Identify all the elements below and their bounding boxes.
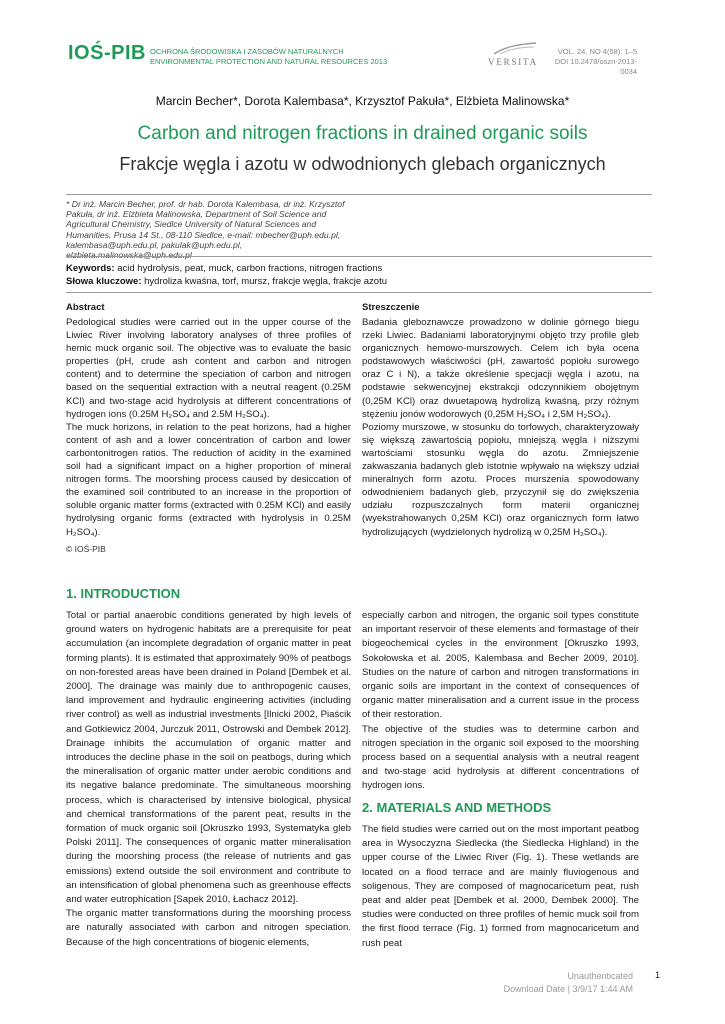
abstract-paragraph: The muck horizons, in relation to the peat horizons, had a higher content of ash and a lower concentration of carbon and lower carbontonitrogen ratios. The reduction of acidity in the examined soil had a significant impact on a higher proportion of mineral nitrogen forms. The moorshing process caused by desiccation of the examined soil contributed to an increase in the proportion of soluble organic matter forms (extracted with 0.25M KCl) and easily hydrolysing organic forms (extracted with hydrolysis in 0.25M H₂SO₄).	[66, 421, 351, 538]
introduction-left-column	[66, 609, 351, 950]
keywords-pl	[66, 275, 666, 288]
journal-name-en: ENVIRONMENTAL PROTECTION AND NATURAL RESOURCES 2013	[150, 57, 388, 66]
streszczenie	[362, 302, 639, 539]
volume-number: VOL. 24, NO 4(58): 1–5	[557, 47, 637, 56]
keywords-pl-label: Słowa kluczowe:	[66, 276, 142, 287]
authors: Marcin Becher*, Dorota Kalembasa*, Krzysztof Pakuła*, Elżbieta Malinowska*	[155, 94, 570, 108]
page-number: 1	[655, 970, 661, 980]
journal-logo: IOŚ-PIB	[68, 42, 146, 64]
keywords-label: Keywords:	[66, 263, 115, 274]
publisher-swoosh-icon	[492, 42, 538, 56]
streszczenie-paragraph: Poziomy murszowe, w stosunku do torfowych, charakteryzowały się większą zawartością popiołu, mniejszą węgla i niższymi wartościami stosunku węgla do azotu. Zmniejszenie zakwaszania badanych gleb istotnie wpływało na większy udział mineralnych form azotu. Proces murszenia spowodowany odwodnieniem badanych gleb, przyczynił się do zwiększenia udziału rozpuszczalnych form materii organicznej (wyekstrahowanych 0,25M KCl) oraz organicznych form łatwo hydrolizujących (wydzielonych hydrolizą w 0,25M H₂SO₄).	[362, 421, 639, 538]
divider	[66, 292, 652, 293]
section-heading-introduction: 1. INTRODUCTION	[66, 586, 181, 601]
section-heading-methods: 2. MATERIALS AND METHODS	[362, 800, 552, 815]
body-paragraph: The objective of the studies was to determine carbon and nitrogen speciation in the organic soil exposed to the moorshing process based on a sequential analysis with a neutral reagent and two-stage acid hydrolysis at different concentrations of hydrogen ions.	[362, 723, 639, 792]
article-title-polish: Frakcje węgla i azotu w odwodnionych glebach organicznych	[119, 154, 606, 174]
body-paragraph: The field studies were carried out on the most important peatbog area in Wysoczyzna Siedlecka (the Siedlecka Highland) in the upper course of the Liwiec River (Fig. 1). These wetlands are located on a flood terrace and are mainly fluviogenous and soligenous. They are composed of magnocaricetum peat, rush peat and alder peat [Dembek et al. 2000, Dembek 2000]. The studies were conducted on three profiles of hemic muck soil from the first flood terrace (Fig. 1) formed from magnocaricetum and rush peat	[362, 824, 639, 949]
keywords-block	[66, 262, 666, 288]
methods-column	[362, 823, 639, 951]
article-title: Carbon and nitrogen fractions in drained organic soils	[137, 123, 588, 144]
publisher-name: VERSITA	[488, 57, 538, 67]
abstract-heading: Abstract	[66, 302, 105, 313]
download-date: Download Date | 3/9/17 1:44 AM	[503, 984, 633, 994]
publisher-logo	[478, 42, 548, 68]
volume-info	[545, 47, 637, 77]
keywords-value: acid hydrolysis, peat, muck, carbon fractions, nitrogen fractions	[114, 263, 383, 274]
journal-name	[150, 47, 387, 67]
introduction-right-column	[362, 609, 639, 794]
doi[interactable]: DOI 10.2478/oszn-2013-0034	[554, 57, 637, 76]
copyright: © IOŚ-PIB	[66, 544, 106, 554]
abstract	[66, 302, 351, 539]
abstract-paragraph: Pedological studies were carried out in the upper course of the Liwiec River involving laboratory analyses of three profiles of hemic muck organic soil. The objective was to evaluate the basic properties (pH, crude ash content and carbon and nitrogen content) and to determine the speciation of carbon and nitrogen based on the sequential extraction with a neutral reagent (0.25M KCl) and two-stage acid hydrolysis at different concentrations of hydrogen ions (0.25M H₂SO₄ and 2.5M H₂SO₄).	[66, 317, 351, 420]
journal-name-pl: OCHRONA ŚRODOWISKA I ZASOBÓW NATURALNYCH	[150, 47, 344, 56]
download-footer	[440, 970, 633, 996]
access-status: Unauthenticated	[567, 971, 633, 981]
streszczenie-paragraph: Badania gleboznawcze prowadzono w dolinie górnego biegu rzeki Liwiec. Badaniami laboratoryjnymi objęto trzy profile gleb organicznych hemowo-murszowych. Celem ich była ocena podstawowych właściwości (pH, zawartość popiołu surowego oraz C i N), a także określenie specjacji węgla i azotu, na podstawie sekwencyjnej ekstrakcji odczynnikiem obojętnym (0,25M KCl) oraz dwuetapową hydrolizą kwaśną, przy różnym stężeniu jonów wodorowych (0,25M H₂SO₄ i 2,5M H₂SO₄).	[362, 317, 639, 420]
divider	[66, 256, 652, 257]
body-paragraph: The organic matter transformations during the moorshing process are naturally associated with carbon and nitrogen speciation. Because of the high concentrations of biogenic elements,	[66, 908, 351, 948]
streszczenie-heading: Streszczenie	[362, 302, 420, 313]
affiliation: * Dr inż. Marcin Becher, prof. dr hab. Dorota Kalembasa, dr inż. Krzysztof Pakuła, dr inż. Elżbieta Malinowska, Department of Soil Science and Agricultural Chemistry, Siedlce University of Natural Sciences and Humanities, Prusa 14 St., 08-110 Siedlce, e-mail: mbecher@uph.edu.pl, kalembasa@uph.edu.pl, pakulak@uph.edu.pl, elzbieta.malinowska@uph.edu.pl	[66, 199, 345, 261]
keywords-pl-value: hydroliza kwaśna, torf, mursz, frakcje węgla, frakcje azotu	[141, 276, 388, 287]
body-paragraph: especially carbon and nitrogen, the organic soil types constitute an important reservoir of these elements and formastage of their biogeochemical cycles in the environment [Okruszko 1993, Sokołowska et al. 2005, Kalembasa and Becher 2009, 2010]. Studies on the nature of carbon and nitrogen transformations in organic soils are important in the context of consequences of organic matter mineralisation and a current issue in the process of their restoration.	[362, 610, 639, 721]
divider	[66, 194, 652, 195]
body-paragraph: Total or partial anaerobic conditions generated by high levels of ground waters on hydrogenic habitats are a prerequisite for peat accumulation (an incomplete degradation of organic matter in peat forming plants). It is estimated that approximately 90% of peatbogs on non-forested areas have been drained in Poland [Dembek et al. 2000]. The drainage was mainly due to anthropogenic causes, land improvement and hydraulic engineering activities (including river control) as well as industrial investments [Ilnicki 2002, Piaścik and Gotkiewicz 2004, Jurczuk 2011, Ostrowski and Dembek 2012]. Drainage inhibits the accumulation of organic matter and introduces the decline phase in the soil on peatbogs, during which the mineralisation of organic matter under aerobic conditions and its negative balance predominate. The simultaneous moorshing process, which is characterised by intensive biological, physical and chemical transformations of the parent peat, results in the formation of muck organic soil [Okruszko 1993, Systematyka gleb Polski 2011]. The consequences of organic matter mineralisation during the moorshing process (the release of nutrients and gas emissions) extend outside the soil environment and contribute to an intensification of global phenomena such as greenhouse effects and water eutrophication [Sapek 2010, Łachacz 2012].	[66, 610, 351, 906]
keywords-en	[66, 262, 666, 275]
